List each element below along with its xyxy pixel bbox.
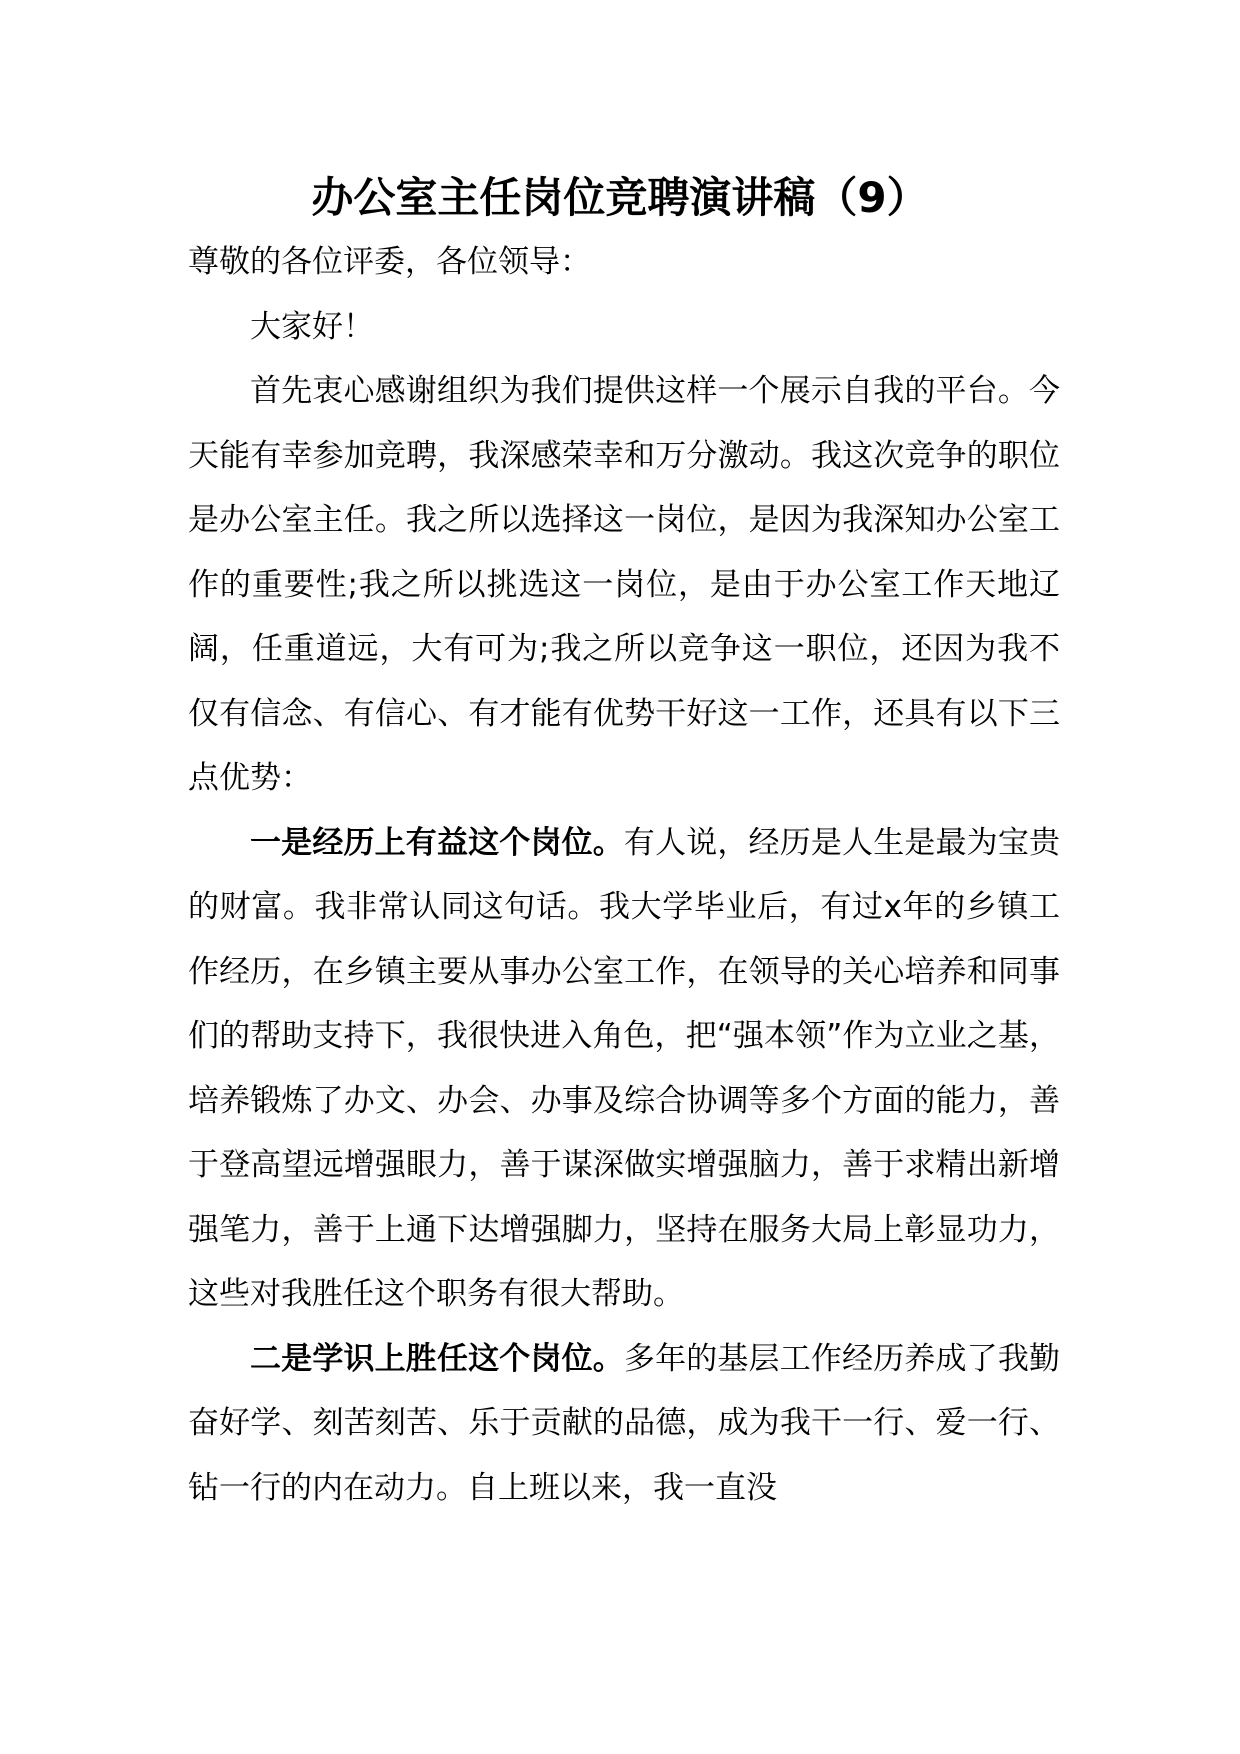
- document-body: [188, 230, 1060, 1520]
- point-2-text: 多年的基层工作经历养成了我勤奋好学、刻苦刻苦、乐于贡献的品德，成为我干一行、爱一行、钻一行的内在动力。自上班以来，我一直没: [188, 1340, 1061, 1506]
- paragraph-point-1: [188, 811, 1060, 1327]
- point-1-heading: 一是经历上有益这个岗位。: [250, 824, 624, 861]
- paragraph-intro: 首先衷心感谢组织为我们提供这样一个展示自我的平台。今天能有幸参加竞聘，我深感荣幸和万分激动。我这次竞争的职位是办公室主任。我之所以选择这一岗位，是因为我深知办公室工作的重要性;我之所以挑选这一岗位，是由于办公室工作天地辽阔，任重道远，大有可为;我之所以竞争这一职位，还因为我不仅有信念、有信心、有才能有优势干好这一工作，还具有以下三点优势：: [188, 373, 1060, 796]
- point-1-text: 有人说，经历是人生是最为宝贵的财富。我非常认同这句话。我大学毕业后，有过x年的乡镇工作经历，在乡镇主要从事办公室工作，在领导的关心培养和同事们的帮助支持下，我很快进入角色，把“强本领”作为立业之基，培养锻炼了办文、办会、办事及综合协调等多个方面的能力，善于登高望远增强眼力，善于谋深做实增强脑力，善于求精出新增强笔力，善于上通下达增强脚力，坚持在服务大局上彰显功力，这些对我胜任这个职务有很大帮助。: [188, 824, 1061, 1312]
- paragraph-point-2: [188, 1327, 1060, 1521]
- greeting: 大家好！: [250, 308, 374, 345]
- salutation: 尊敬的各位评委，各位领导：: [188, 244, 591, 280]
- point-2-heading: 二是学识上胜任这个岗位。: [250, 1340, 624, 1377]
- document-title: 办公室主任岗位竞聘演讲稿（9）: [311, 173, 929, 222]
